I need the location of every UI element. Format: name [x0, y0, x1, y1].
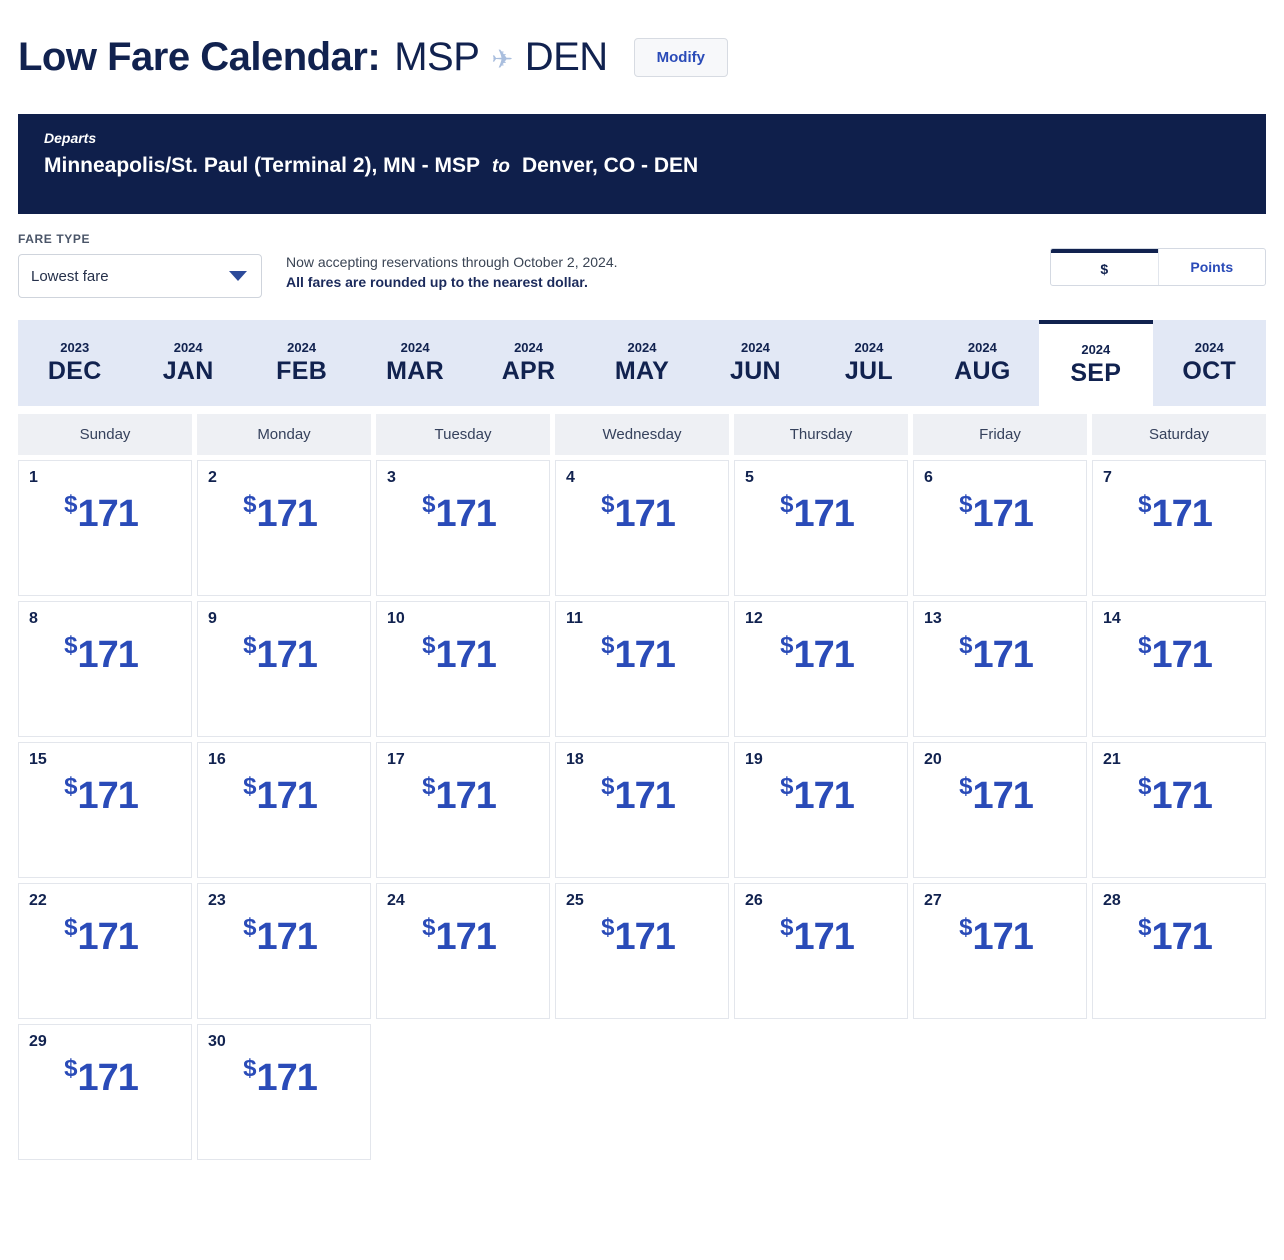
- month-tab-month: JAN: [162, 357, 214, 385]
- calendar-day-cell[interactable]: [376, 742, 550, 878]
- fare-amount: 171: [1151, 916, 1212, 958]
- fare-price: [556, 914, 720, 959]
- currency-symbol: $: [601, 914, 615, 941]
- calendar-day-cell[interactable]: [734, 742, 908, 878]
- month-tab-year: 2024: [173, 340, 203, 355]
- month-tab-aug[interactable]: [926, 320, 1039, 406]
- month-tab-year: 2024: [627, 340, 657, 355]
- currency-symbol: $: [243, 632, 257, 659]
- day-number: 3: [387, 469, 396, 486]
- month-tab-month: APR: [501, 357, 556, 385]
- fare-price: [735, 914, 899, 959]
- calendar-day-cell[interactable]: [913, 601, 1087, 737]
- banner-route: [44, 154, 1240, 178]
- month-tab-year: 2024: [967, 340, 997, 355]
- month-tab-month: AUG: [954, 357, 1011, 385]
- calendar-empty-cell: [376, 1024, 550, 1160]
- departs-banner: [18, 114, 1266, 214]
- day-number: 7: [1103, 469, 1112, 486]
- currency-symbol: $: [1138, 491, 1152, 518]
- fare-price: [556, 773, 720, 818]
- calendar-day-cell[interactable]: [913, 742, 1087, 878]
- currency-symbol: $: [422, 491, 436, 518]
- fare-price: [914, 773, 1078, 818]
- fare-price: [198, 914, 362, 959]
- currency-symbol: $: [959, 773, 973, 800]
- calendar-day-cell[interactable]: [197, 883, 371, 1019]
- fare-price: [19, 491, 183, 536]
- currency-symbol: $: [780, 491, 794, 518]
- currency-symbol: $: [601, 773, 615, 800]
- day-number: 20: [924, 751, 942, 768]
- calendar-day-cell[interactable]: [376, 883, 550, 1019]
- calendar-day-cell[interactable]: [555, 742, 729, 878]
- departs-label: Departs: [44, 130, 97, 146]
- fare-amount: 171: [435, 916, 496, 958]
- day-number: 30: [208, 1033, 226, 1050]
- currency-symbol: $: [780, 914, 794, 941]
- calendar-empty-cell: [555, 1024, 729, 1160]
- month-tab-jun[interactable]: [699, 320, 812, 406]
- fare-price: [735, 491, 899, 536]
- calendar-day-cell[interactable]: [18, 742, 192, 878]
- currency-symbol: $: [1138, 632, 1152, 659]
- month-tab-year: 2023: [60, 340, 90, 355]
- day-number: 19: [745, 751, 763, 768]
- month-tab-year: 2024: [287, 340, 317, 355]
- month-tab-year: 2024: [854, 340, 884, 355]
- day-number: 21: [1103, 751, 1121, 768]
- route-summary: [394, 35, 607, 80]
- day-number: 1: [29, 469, 38, 486]
- fare-notice: [286, 232, 618, 293]
- currency-symbol: $: [601, 632, 615, 659]
- fare-price: [198, 632, 362, 677]
- month-tab-year: 2024: [514, 340, 543, 355]
- notice-line-2: All fares are rounded up to the nearest dollar.: [286, 274, 588, 291]
- fare-amount: 171: [77, 493, 138, 535]
- month-tab-month: MAR: [386, 357, 444, 385]
- page-title-row: [0, 0, 1284, 92]
- banner-to-label: to: [492, 156, 510, 177]
- calendar-day-cell[interactable]: [555, 460, 729, 596]
- calendar-day-cell[interactable]: [555, 601, 729, 737]
- modify-button[interactable]: Modify: [634, 38, 728, 77]
- fare-price: [19, 1055, 183, 1100]
- calendar-day-cell[interactable]: [376, 460, 550, 596]
- fare-amount: 171: [1151, 493, 1212, 535]
- currency-symbol: $: [243, 914, 257, 941]
- calendar-day-cell[interactable]: [18, 1024, 192, 1160]
- fare-type-group: [18, 232, 262, 298]
- fare-amount: 171: [435, 775, 496, 817]
- month-tab-sep[interactable]: [1039, 320, 1152, 406]
- day-number: 4: [566, 469, 575, 486]
- fare-amount: 171: [1151, 634, 1212, 676]
- month-tab-year: 2024: [1081, 342, 1111, 357]
- fare-amount: 171: [793, 775, 854, 817]
- calendar-day-cell[interactable]: [734, 460, 908, 596]
- day-number: 15: [29, 751, 47, 768]
- toggle-dollars[interactable]: $: [1051, 249, 1158, 285]
- day-number: 5: [745, 469, 754, 486]
- day-number: 13: [924, 610, 942, 627]
- day-number: 23: [208, 892, 226, 909]
- month-tab-dec[interactable]: [18, 320, 131, 406]
- weekday-wednesday: Wednesday: [555, 414, 729, 455]
- fare-price: [19, 914, 183, 959]
- fare-price: [735, 632, 899, 677]
- day-number: 27: [924, 892, 942, 909]
- calendar-day-cell[interactable]: [197, 1024, 371, 1160]
- month-tab-month: DEC: [47, 357, 102, 385]
- fare-type-row: [0, 214, 1284, 306]
- month-tab-month: OCT: [1182, 357, 1237, 385]
- day-number: 14: [1103, 610, 1121, 627]
- fare-amount: 171: [793, 634, 854, 676]
- month-tab-may[interactable]: [585, 320, 698, 406]
- fare-amount: 171: [614, 916, 675, 958]
- fare-amount: 171: [614, 493, 675, 535]
- fare-amount: 171: [256, 493, 317, 535]
- chevron-down-icon: [229, 271, 247, 281]
- fare-amount: 171: [435, 493, 496, 535]
- fare-amount: 171: [256, 916, 317, 958]
- airplane-icon: ✈: [491, 44, 513, 74]
- calendar-day-cell[interactable]: [1092, 601, 1266, 737]
- month-tab-apr[interactable]: [472, 320, 585, 406]
- fare-amount: 171: [793, 493, 854, 535]
- calendar-grid: [18, 460, 1266, 1160]
- currency-symbol: $: [959, 491, 973, 518]
- day-number: 28: [1103, 892, 1121, 909]
- day-number: 6: [924, 469, 933, 486]
- weekday-saturday: Saturday: [1092, 414, 1266, 455]
- weekday-header: [18, 414, 1266, 455]
- calendar-day-cell[interactable]: [1092, 742, 1266, 878]
- calendar-day-cell[interactable]: [734, 883, 908, 1019]
- currency-symbol: $: [959, 914, 973, 941]
- day-number: 2: [208, 469, 217, 486]
- fare-amount: 171: [1151, 775, 1212, 817]
- calendar-day-cell[interactable]: [1092, 460, 1266, 596]
- currency-symbol: $: [243, 1055, 257, 1082]
- weekday-sunday: Sunday: [18, 414, 192, 455]
- fare-amount: 171: [256, 634, 317, 676]
- weekday-monday: Monday: [197, 414, 371, 455]
- month-tab-month: SEP: [1070, 359, 1122, 387]
- fare-price: [377, 632, 541, 677]
- day-number: 9: [208, 610, 217, 627]
- calendar-empty-cell: [913, 1024, 1087, 1160]
- month-tab-year: 2024: [740, 340, 770, 355]
- currency-symbol: $: [780, 632, 794, 659]
- calendar-day-cell[interactable]: [18, 883, 192, 1019]
- calendar-day-cell[interactable]: [913, 883, 1087, 1019]
- currency-symbol: $: [243, 773, 257, 800]
- month-tab-mar[interactable]: [358, 320, 471, 406]
- day-number: 18: [566, 751, 584, 768]
- month-tab-month: JUL: [844, 357, 893, 385]
- fare-amount: 171: [614, 634, 675, 676]
- day-number: 16: [208, 751, 226, 768]
- fare-price: [198, 773, 362, 818]
- fare-type-label: FARE TYPE: [18, 232, 91, 246]
- fare-price: [377, 914, 541, 959]
- calendar-day-cell[interactable]: [1092, 883, 1266, 1019]
- banner-origin: Minneapolis/St. Paul (Terminal 2), MN - MSP: [44, 154, 480, 177]
- day-number: 24: [387, 892, 405, 909]
- fare-price: [377, 773, 541, 818]
- fare-price: [1093, 773, 1257, 818]
- currency-symbol: $: [64, 773, 78, 800]
- month-tab-year: 2024: [400, 340, 430, 355]
- calendar-day-cell[interactable]: [197, 601, 371, 737]
- currency-symbol: $: [601, 491, 615, 518]
- banner-destination: Denver, CO - DEN: [521, 154, 699, 177]
- currency-symbol: $: [422, 773, 436, 800]
- fare-price: [1093, 914, 1257, 959]
- calendar-day-cell[interactable]: [18, 601, 192, 737]
- currency-symbol: $: [422, 914, 436, 941]
- fare-amount: 171: [77, 916, 138, 958]
- weekday-tuesday: Tuesday: [376, 414, 550, 455]
- fare-price: [19, 773, 183, 818]
- day-number: 8: [29, 610, 38, 627]
- day-number: 17: [387, 751, 405, 768]
- month-tab-oct[interactable]: [1153, 320, 1266, 406]
- fare-price: [735, 773, 899, 818]
- fare-price: [556, 491, 720, 536]
- fare-amount: 171: [256, 775, 317, 817]
- currency-symbol: $: [780, 773, 794, 800]
- calendar-day-cell[interactable]: [18, 460, 192, 596]
- currency-symbol: $: [1138, 914, 1152, 941]
- fare-price: [19, 632, 183, 677]
- month-tabs: [18, 320, 1266, 406]
- month-tab-month: MAY: [614, 357, 670, 385]
- fare-amount: 171: [256, 1057, 317, 1099]
- fare-price: [914, 632, 1078, 677]
- origin-code: MSP: [394, 34, 480, 79]
- currency-symbol: $: [64, 914, 78, 941]
- toggle-points[interactable]: Points: [1158, 249, 1266, 285]
- currency-symbol: $: [64, 632, 78, 659]
- day-number: 29: [29, 1033, 47, 1050]
- month-tab-month: JUN: [729, 357, 781, 385]
- calendar-day-cell[interactable]: [734, 601, 908, 737]
- fare-amount: 171: [972, 493, 1033, 535]
- currency-toggle[interactable]: [1050, 248, 1266, 286]
- currency-symbol: $: [1138, 773, 1152, 800]
- fare-price: [198, 1055, 362, 1100]
- currency-symbol: $: [64, 491, 78, 518]
- month-tab-month: FEB: [276, 357, 328, 385]
- calendar-day-cell[interactable]: [197, 742, 371, 878]
- currency-symbol: $: [959, 632, 973, 659]
- fare-type-select[interactable]: [18, 254, 262, 298]
- fare-price: [1093, 491, 1257, 536]
- destination-code: DEN: [524, 34, 608, 79]
- notice-line-1: Now accepting reservations through October 2, 2024.: [286, 254, 618, 270]
- fare-amount: 171: [77, 775, 138, 817]
- month-tab-year: 2024: [1194, 340, 1224, 355]
- calendar-empty-cell: [1092, 1024, 1266, 1160]
- fare-amount: 171: [972, 916, 1033, 958]
- fare-price: [914, 914, 1078, 959]
- fare-amount: 171: [77, 1057, 138, 1099]
- fare-price: [556, 632, 720, 677]
- day-number: 11: [566, 610, 583, 627]
- calendar-day-cell[interactable]: [913, 460, 1087, 596]
- calendar-day-cell[interactable]: [197, 460, 371, 596]
- fare-price: [377, 491, 541, 536]
- page-title: Low Fare Calendar:: [18, 34, 381, 79]
- fare-price: [1093, 632, 1257, 677]
- fare-amount: 171: [435, 634, 496, 676]
- fare-amount: 171: [793, 916, 854, 958]
- currency-symbol: $: [243, 491, 257, 518]
- weekday-friday: Friday: [913, 414, 1087, 455]
- day-number: 12: [745, 610, 763, 627]
- fare-amount: 171: [972, 775, 1033, 817]
- month-tab-jul[interactable]: [812, 320, 925, 406]
- day-number: 22: [29, 892, 47, 909]
- fare-amount: 171: [614, 775, 675, 817]
- month-tab-jan[interactable]: [131, 320, 244, 406]
- fare-amount: 171: [77, 634, 138, 676]
- fare-price: [198, 491, 362, 536]
- currency-symbol: $: [64, 1055, 78, 1082]
- month-tab-feb[interactable]: [245, 320, 358, 406]
- fare-type-selected-value: Lowest fare: [31, 267, 109, 285]
- day-number: 25: [566, 892, 584, 909]
- day-number: 26: [745, 892, 763, 909]
- fare-amount: 171: [972, 634, 1033, 676]
- calendar-day-cell[interactable]: [555, 883, 729, 1019]
- currency-symbol: $: [422, 632, 436, 659]
- fare-price: [914, 491, 1078, 536]
- calendar-day-cell[interactable]: [376, 601, 550, 737]
- day-number: 10: [387, 610, 405, 627]
- weekday-thursday: Thursday: [734, 414, 908, 455]
- calendar-empty-cell: [734, 1024, 908, 1160]
